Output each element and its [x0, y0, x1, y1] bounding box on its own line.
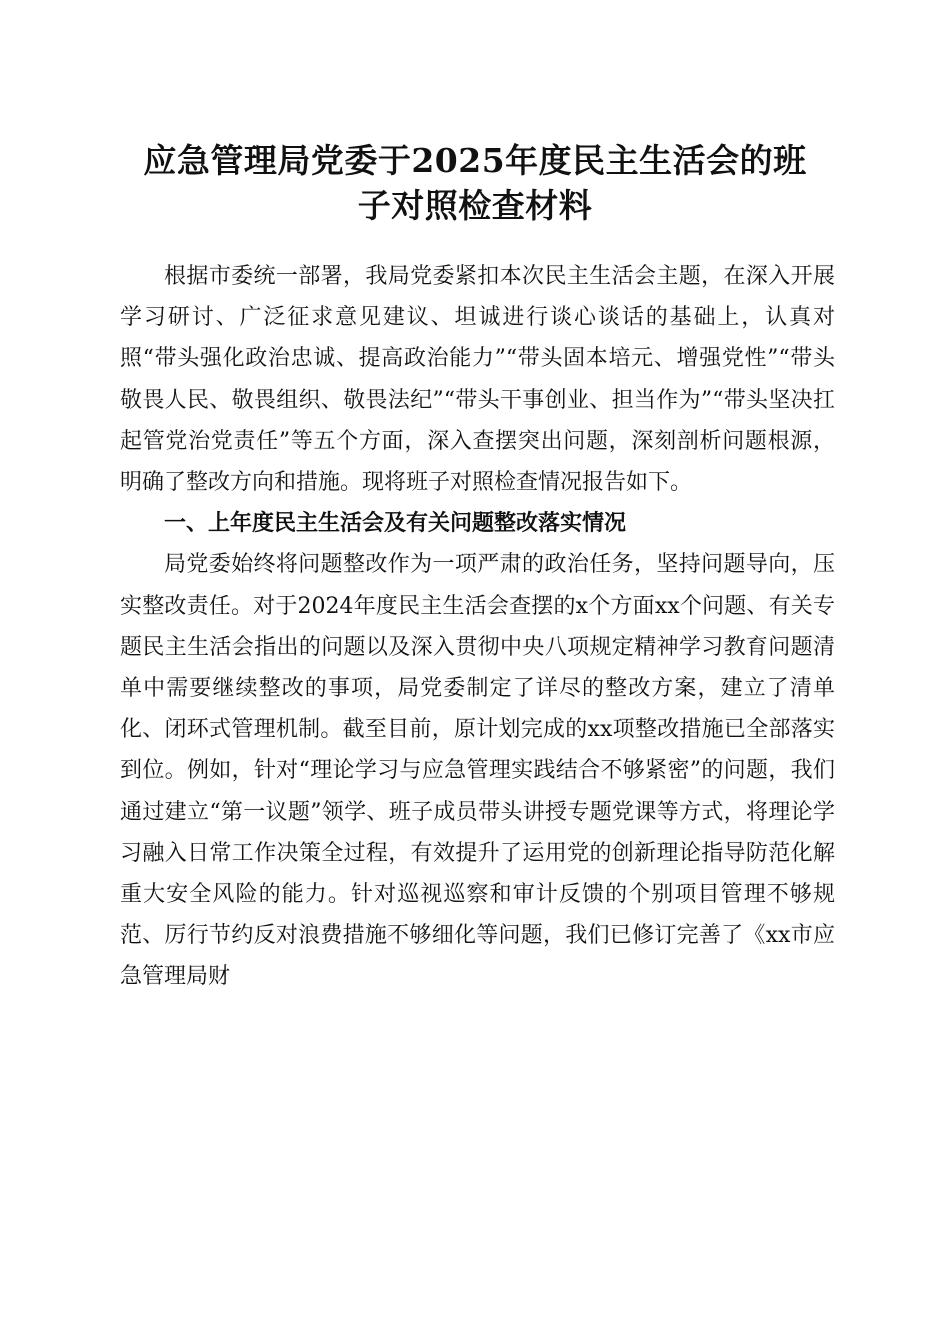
document-title-line-2: 子对照检查材料	[357, 186, 593, 225]
document-body	[120, 256, 835, 998]
intro-paragraph: 根据市委统一部署，我局党委紧扣本次民主生活会主题，在深入开展学习研讨、广泛征求意见建议、坦诚进行谈心谈话的基础上，认真对照“带头强化政治忠诚、提高政治能力”“带头固本培元、增强党性”“带头敬畏人民、敬畏组织、敬畏法纪”“带头干事创业、担当作为”“带头坚决扛起管党治党责任”等五个方面，深入查摆突出问题，深刻剖析问题根源，明确了整改方向和措施。现将班子对照检查情况报告如下。	[120, 264, 835, 496]
document-title-line-1: 应急管理局党委于2025年度民主生活会的班	[143, 141, 807, 180]
section-heading-1: 一、上年度民主生活会及有关问题整改落实情况	[164, 511, 627, 537]
section-1-paragraph: 局党委始终将问题整改作为一项严肃的政治任务，坚持问题导向，压实整改责任。对于2024年度民主生活会查摆的x个方面xx个问题、有关专题民主生活会指出的问题以及深入贯彻中央八项规定精神学习教育问题清单中需要继续整改的事项，局党委制定了详尽的整改方案，建立了清单化、闭环式管理机制。截至目前，原计划完成的xx项整改措施已全部落实到位。例如，针对“理论学习与应急管理实践结合不够紧密”的问题，我们通过建立“第一议题”领学、班子成员带头讲授专题党课等方式，将理论学习融入日常工作决策全过程，有效提升了运用党的创新理论指导防范化解重大安全风险的能力。针对巡视巡察和审计反馈的个别项目管理不够规范、厉行节约反对浪费措施不够细化等问题，我们已修订完善了《xx市应急管理局财	[120, 552, 835, 990]
